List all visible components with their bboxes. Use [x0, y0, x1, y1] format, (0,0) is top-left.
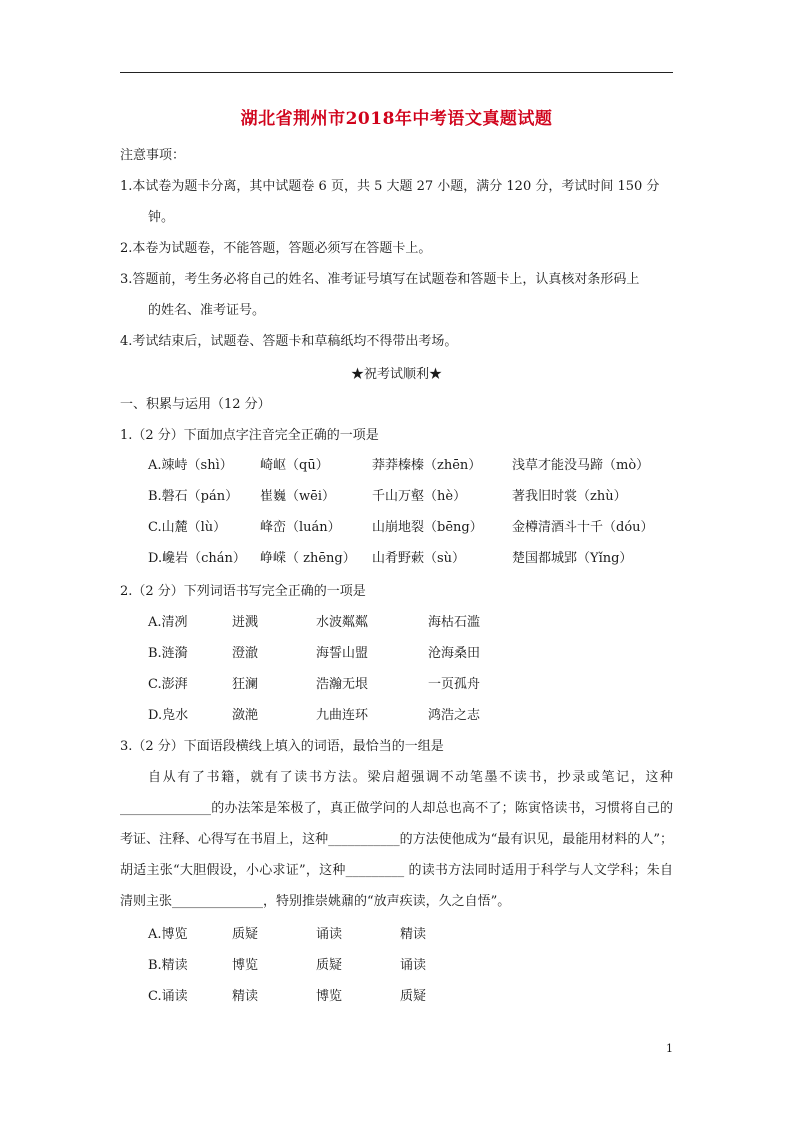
option-cell: 质疑	[316, 958, 343, 973]
option-cell: 沧海桑田	[428, 646, 481, 661]
option-cell: 诵读	[316, 927, 343, 942]
notice-item-2: 2.本卷为试题卷，不能答题，答题必须写在答题卡上。	[120, 241, 432, 256]
option-cell: 诵读	[400, 958, 427, 973]
option-cell: 澄澈	[232, 646, 259, 661]
option-cell: A.清冽	[148, 615, 188, 630]
option-cell: 著我旧时裳（zhù）	[512, 489, 627, 504]
option-cell: 海枯石滥	[428, 615, 481, 630]
option-cell: 博览	[316, 989, 343, 1004]
option-cell: 楚国都城郢（Yǐng）	[512, 551, 633, 566]
option-cell: B.磐石（pán）	[148, 489, 239, 504]
option-cell: 一页孤舟	[428, 677, 481, 692]
option-cell: B.涟漪	[148, 646, 188, 661]
option-cell: 鸿浩之志	[428, 708, 481, 723]
notice-item-1-cont: 钟。	[148, 210, 175, 225]
option-cell: D.巉岩（chán）	[148, 551, 246, 566]
option-cell: 精读	[232, 989, 259, 1004]
option-cell: 精读	[400, 927, 427, 942]
option-cell: 博览	[232, 958, 259, 973]
page-number: 1	[666, 1042, 673, 1055]
option-cell: A.博览	[148, 927, 188, 942]
header-rule	[120, 72, 673, 73]
option-cell: 海誓山盟	[316, 646, 369, 661]
page-title: 湖北省荆州市2018年中考语文真题试题	[240, 109, 553, 129]
option-cell: 莽莽榛榛（zhēn）	[372, 458, 482, 473]
option-cell: 质疑	[232, 927, 259, 942]
option-cell: A.竦峙（shì）	[148, 458, 233, 473]
option-cell: 九曲连环	[316, 708, 369, 723]
question-3-passage: 自从有了书籍，就有了读书方法。梁启超强调不动笔墨不读书，抄录或笔记，这种______________的办法笨是笨极了，真正做学问的人却总也高不了；陈寅恪读书，习惯将自己的考证、注释、心得写在书眉上，这种___________的方法使他成为“最有识见，最能用材料的人”；胡适主张“大胆假设，小心求证”，这种_________ 的读书方法同时适用于科学与人文学科；朱自清则主张______________，特别推崇姚鼐的“放声疾读，久之自悟”。	[120, 770, 673, 909]
option-cell: C.山麓（lù）	[148, 520, 227, 535]
option-cell: 浅草才能没马蹄（mò）	[512, 458, 650, 473]
option-cell: 崎岖（qū）	[260, 458, 329, 473]
option-cell: 潋滟	[232, 708, 259, 723]
option-cell: 千山万壑（hè）	[372, 489, 467, 504]
option-cell: 金樽清酒斗十千（dóu）	[512, 520, 654, 535]
section-1-heading: 一、积累与运用（12 分）	[120, 397, 271, 412]
notice-item-1: 1.本试卷为题卡分离，其中试题卷 6 页，共 5 大题 27 小题，满分 120 分，考试时间 150 分	[120, 179, 660, 194]
question-3-stem: 3.（2 分）下面语段横线上填入的词语，最恰当的一组是	[120, 739, 444, 754]
option-cell: 峥嵘（ zhēng）	[260, 551, 356, 566]
question-2-stem: 2.（2 分）下列词语书写完全正确的一项是	[120, 584, 366, 599]
good-luck-line: ★祝考试顺利★	[350, 367, 442, 382]
option-cell: B.精读	[148, 958, 188, 973]
option-cell: 山肴野蔌（sù）	[372, 551, 466, 566]
notice-item-3: 3.答题前，考生务必将自己的姓名、准考证号填写在试题卷和答题卡上，认真核对条形码上	[120, 272, 640, 287]
option-cell: 山崩地裂（bēng）	[372, 520, 483, 535]
option-cell: 狂澜	[232, 677, 259, 692]
option-cell: 质疑	[400, 989, 427, 1004]
option-cell: 峰峦（luán）	[260, 520, 341, 535]
option-cell: 浩瀚无垠	[316, 677, 369, 692]
option-cell: 崔巍（wēi）	[260, 489, 335, 504]
option-cell: 迸溅	[232, 615, 259, 630]
question-1-stem: 1.（2 分）下面加点字注音完全正确的一项是	[120, 428, 379, 443]
option-cell: C.澎湃	[148, 677, 188, 692]
notice-item-4: 4.考试结束后，试题卷、答题卡和草稿纸均不得带出考场。	[120, 334, 458, 349]
option-cell: C.诵读	[148, 989, 188, 1004]
notice-item-3-cont: 的姓名、准考证号。	[148, 303, 266, 318]
option-cell: 水波粼粼	[316, 615, 369, 630]
notice-heading: 注意事项：	[120, 148, 186, 163]
option-cell: D.凫水	[148, 708, 189, 723]
